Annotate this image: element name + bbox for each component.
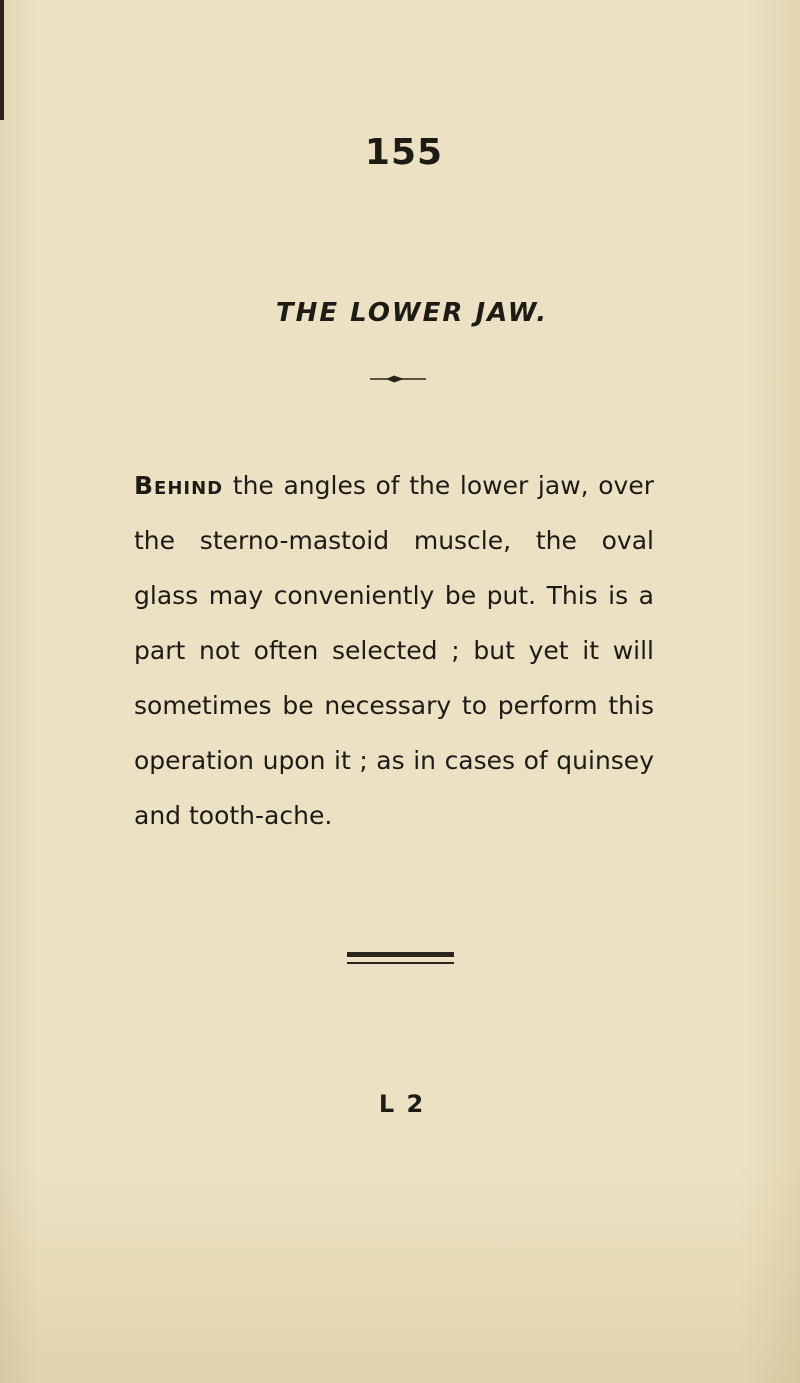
rule-thin	[347, 962, 454, 964]
page-number: 155	[364, 132, 444, 173]
signature-mark: L 2	[378, 1090, 426, 1118]
paragraph-text	[134, 458, 654, 843]
rule-thick	[347, 952, 454, 957]
closing-rule	[347, 952, 454, 964]
paragraph-lead-word: Behind	[134, 471, 224, 500]
paragraph-body: the angles of the lower jaw, over the sterno-mastoid muscle, the oval glass may conveniently be put. This is a part not often selected ; but yet it will sometimes be necessary to perform this operation upon it ; as in cases of quinsey and tooth-ache.	[134, 471, 654, 830]
ornament-dash-icon	[368, 374, 428, 384]
section-title: THE LOWER JAW.	[275, 298, 549, 328]
body-paragraph	[134, 458, 654, 843]
page-edge-shadow	[0, 0, 4, 120]
